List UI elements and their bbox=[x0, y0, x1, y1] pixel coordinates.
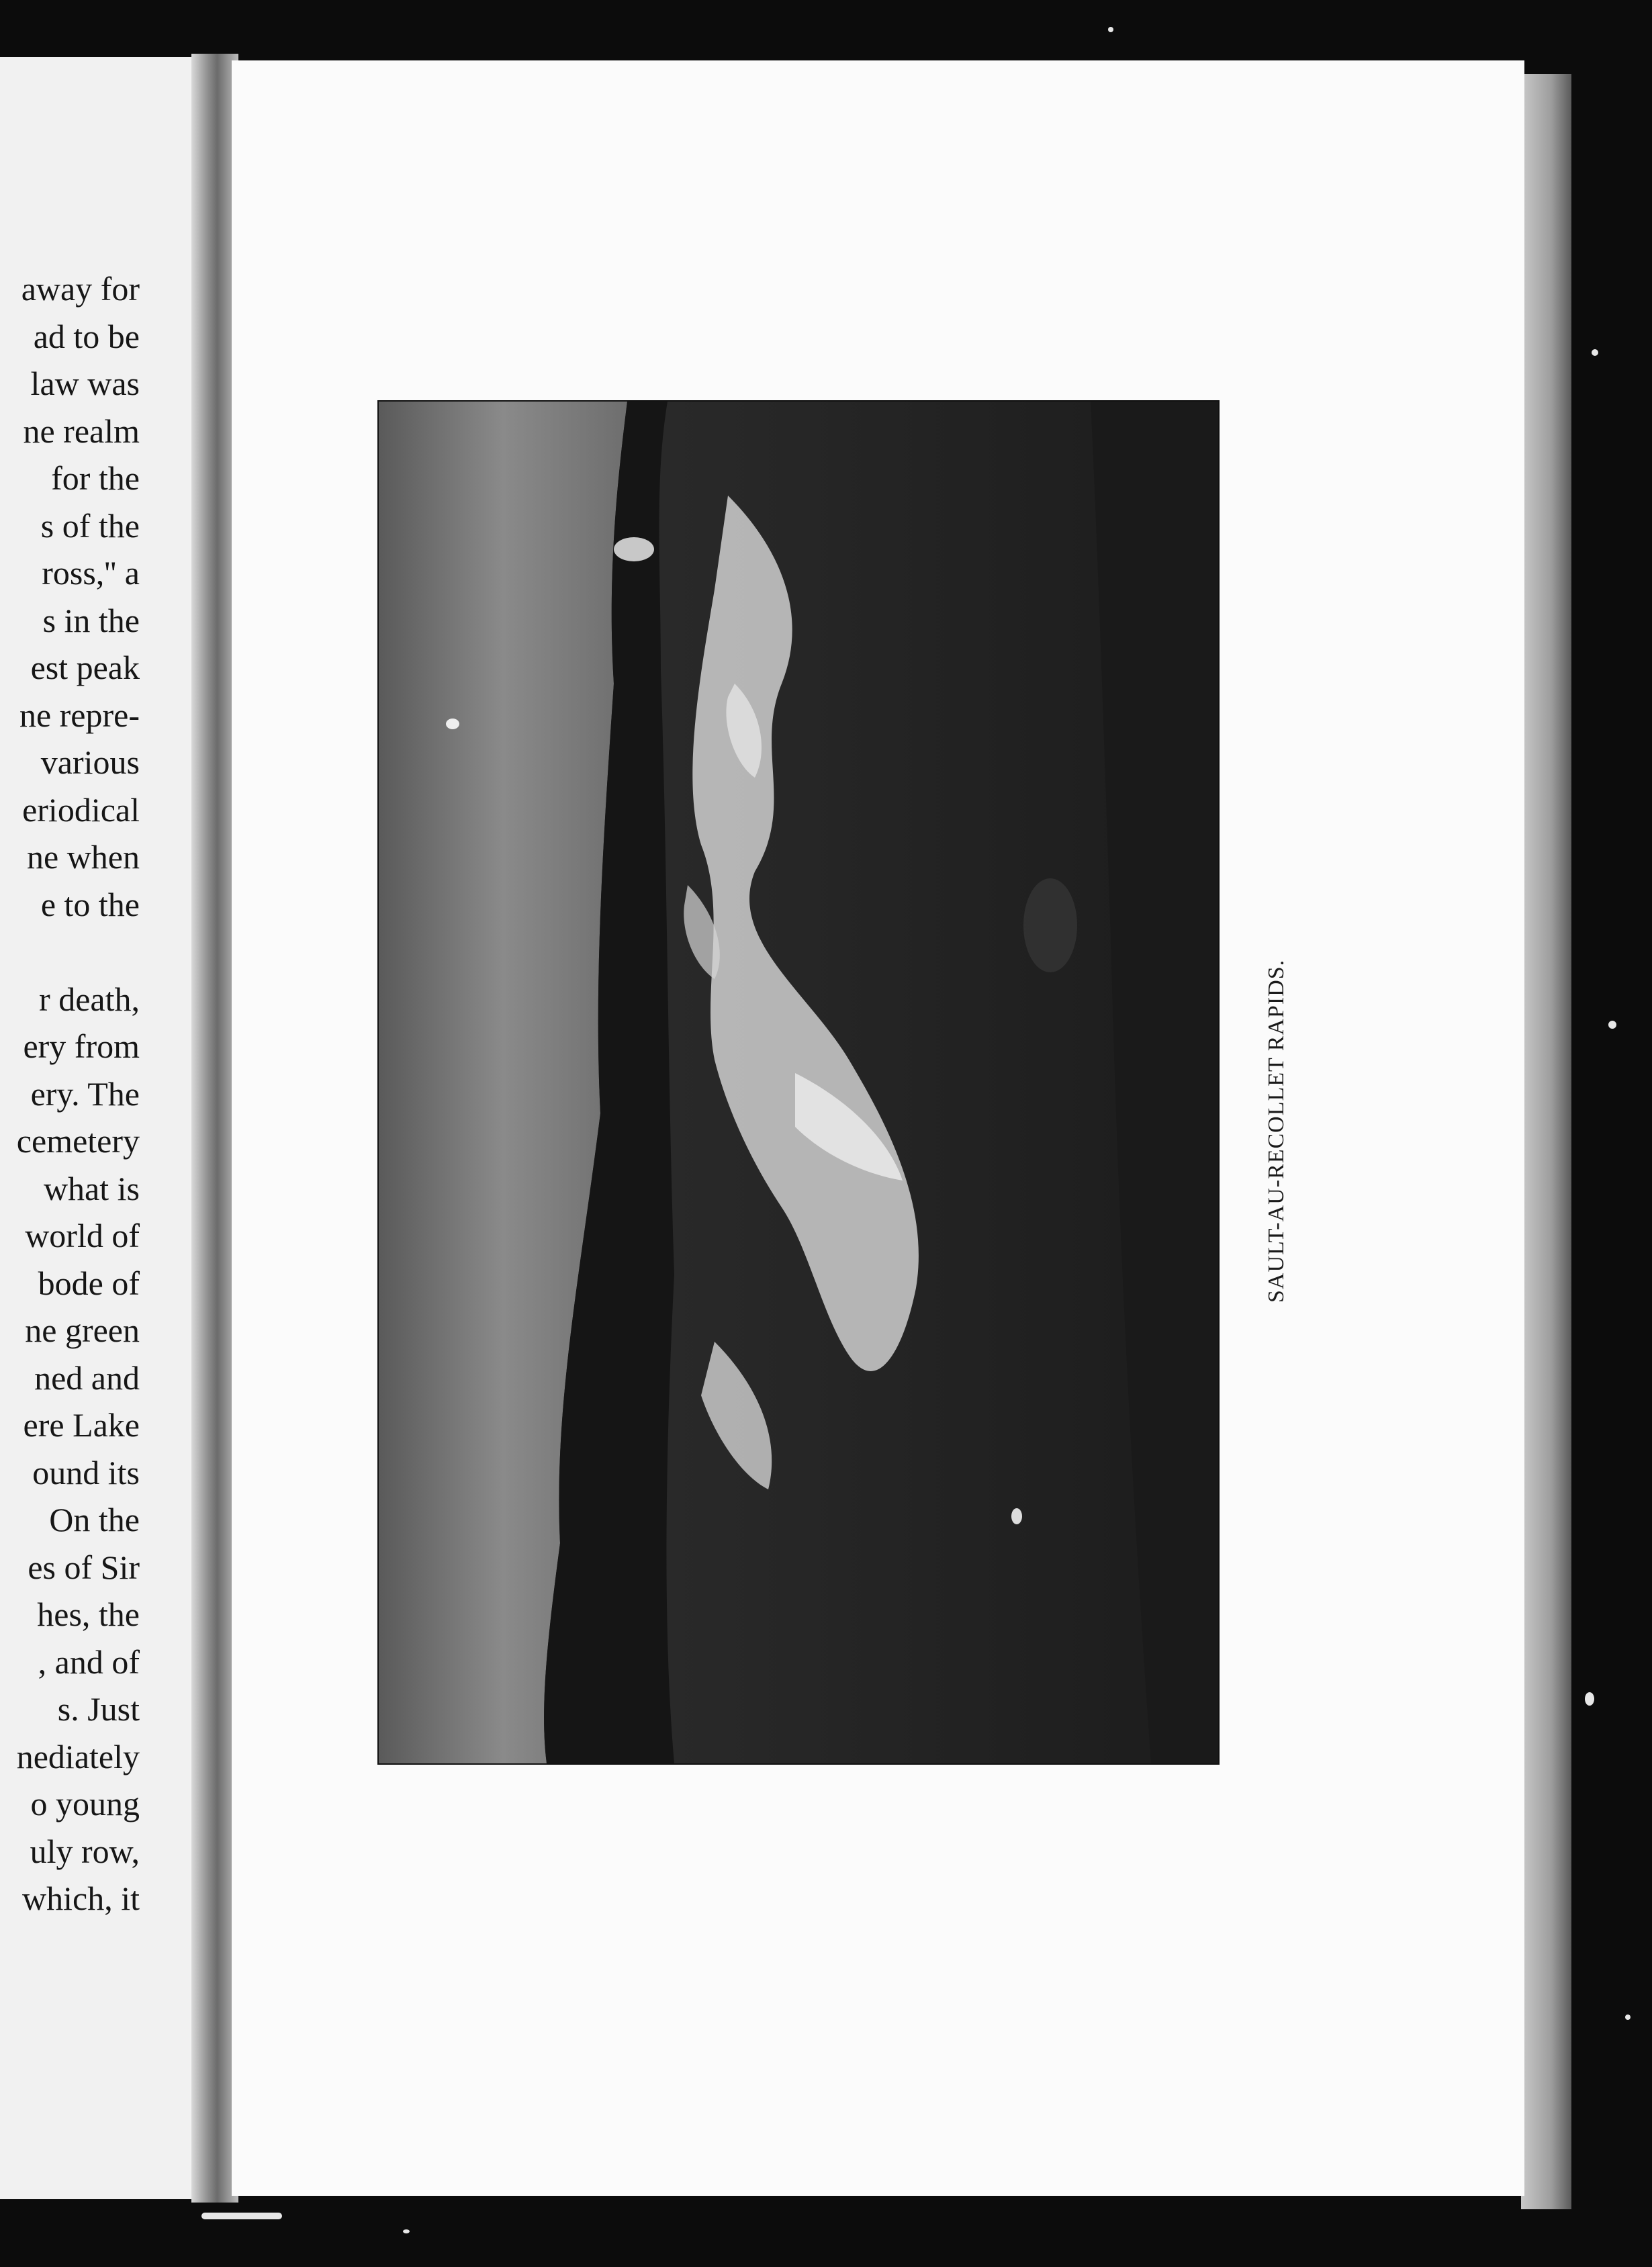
rapids-photograph bbox=[377, 400, 1220, 1765]
facing-page-text-line: ne when bbox=[27, 838, 140, 876]
facing-page-text-line: nediately bbox=[16, 1737, 140, 1775]
facing-page bbox=[0, 57, 195, 2199]
facing-page-text-line: world of bbox=[25, 1217, 140, 1254]
facing-page-text-line: ery from bbox=[23, 1027, 140, 1065]
facing-page-text-line: s of the bbox=[40, 506, 140, 545]
facing-page-text-line: cemetery bbox=[16, 1122, 140, 1160]
plate-caption: SAULT-AU-RECOLLET RAPIDS. bbox=[1264, 959, 1289, 1303]
facing-page-text-line: e to the bbox=[40, 885, 140, 923]
facing-page-text-line: s in the bbox=[42, 601, 140, 639]
facing-page-text-line: for the bbox=[51, 459, 140, 497]
dust-speck bbox=[1608, 1021, 1616, 1029]
dust-speck bbox=[1108, 27, 1113, 32]
facing-page-text-line: ross,'' a bbox=[42, 554, 140, 592]
facing-page-text-line: est peak bbox=[30, 649, 140, 686]
facing-page-text-line: away for bbox=[21, 270, 140, 308]
dust-speck bbox=[403, 2229, 410, 2233]
facing-page-text-line: ound its bbox=[32, 1453, 140, 1491]
page-edge bbox=[1521, 74, 1571, 2209]
facing-page-text-line: ne repre- bbox=[19, 696, 140, 734]
dust-speck bbox=[1625, 2015, 1631, 2020]
facing-page-text-line: ad to be bbox=[33, 317, 140, 355]
facing-page-text-line: ere Lake bbox=[23, 1406, 140, 1444]
facing-page-text-line: es of Sir bbox=[28, 1548, 140, 1586]
facing-page-text-line: , and of bbox=[38, 1643, 140, 1681]
facing-page-text-line: which, it bbox=[22, 1880, 140, 1917]
facing-page-text-line: o young bbox=[30, 1785, 140, 1822]
facing-page-text-line: uly row, bbox=[30, 1832, 140, 1870]
facing-page-text-line: what is bbox=[43, 1169, 140, 1207]
facing-page-text-line: ne realm bbox=[23, 412, 140, 450]
facing-page-text-line: ne green bbox=[25, 1311, 140, 1349]
facing-page-text-line: hes, the bbox=[37, 1595, 140, 1633]
facing-page-text-line: various bbox=[40, 743, 140, 781]
facing-page-text-line: bode of bbox=[38, 1264, 140, 1302]
facing-page-text-line: ned and bbox=[34, 1358, 140, 1397]
facing-page-text-line: r death, bbox=[39, 980, 140, 1018]
dust-speck bbox=[201, 2213, 282, 2219]
facing-page-text-line: ery. The bbox=[30, 1074, 140, 1113]
dust-speck bbox=[1585, 1692, 1594, 1706]
facing-page-text-line: On the bbox=[49, 1501, 140, 1538]
facing-page-text-line: eriodical bbox=[22, 790, 140, 829]
facing-page-text-line: s. Just bbox=[57, 1690, 140, 1728]
facing-page-text-line: law was bbox=[30, 365, 140, 402]
dust-speck bbox=[1592, 349, 1598, 356]
